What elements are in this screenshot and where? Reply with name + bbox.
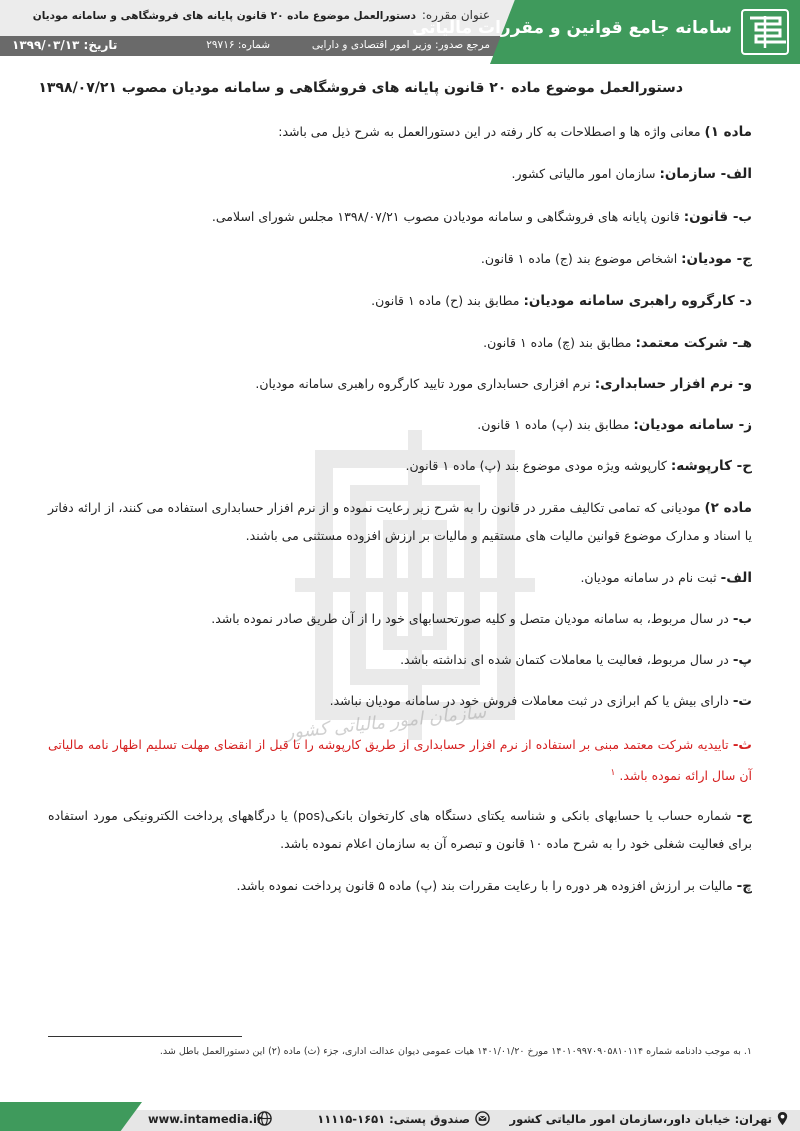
clause-item: ج- شماره حساب یا حسابهای بانکی و شناسه یکتای دستگاه های کارتخوان بانکی(pos) یا درگاههای پرداخت الکترونیکی مورد استفاده برای فعالیت شغلی خود را به شرح ماده ۱۰ قانون و تبصره آن به سازمان اعلام نموده باشد. [48, 808, 753, 851]
regulation-title-label: عنوان مقرره: [421, 8, 490, 22]
footer-brand-band [0, 1102, 142, 1131]
article-2-text: مودیانی که تمامی تکالیف مقرر در قانون را به شرح زیر رعایت نموده و از نرم افزار حسابداری استفاده می کنند، از ارائه دفاتر یا اسناد و مدارک موضوع قوانین مالیات های مستقیم و مالیات بر ارزش افزوده مستثنی می باشند. [48, 500, 752, 543]
article-1 [278, 122, 752, 142]
issuer-text: مرجع صدور: وزیر امور اقتصادی و دارایی [311, 39, 490, 51]
clause-item-annulled: ث- تاییدیه شرکت معتمد مبنی بر استفاده از نرم افزار حسابداری از طریق کارپوشه را تا قبل از انقضای مهلت تسلیم اظهار نامه مالیاتی آن سال ارائه نموده باشد. $^۱$ [48, 737, 752, 784]
definition-item: ج- مودیان: اشخاص موضوع بند (ج) ماده ۱ قانون. [480, 251, 752, 267]
system-title: سامانه جامع قوانین و مقررات مالیاتی [411, 18, 732, 38]
footer-website-link[interactable]: www.intamedia.ir [148, 1112, 263, 1126]
clause-item: ب- در سال مربوط، به سامانه مودیان متصل و کلیه صورتحسابهای خود را از آن طریق صادر نموده باشد. [211, 611, 752, 627]
definition-item: هـ- شرکت معتمد: مطابق بند (چ) ماده ۱ قانون. [483, 335, 752, 351]
tax-organization-logo-icon [740, 8, 790, 56]
page-header [0, 0, 800, 64]
footnote-text: ۱. به موجب دادنامه شماره ۱۴۰۱۰۹۹۷۰۹۰۵۸۱۰۱۱۴ مورخ ۱۴۰۱/۰۱/۲۰ هیات عمومی دیوان عدالت اداری، جزء (ث) ماده (۲) این دستورالعمل باطل شد. [159, 1046, 752, 1057]
definition-item: ح- کارپوشه: کارپوشه ویژه مودی موضوع بند (پ) ماده ۱ قانون. [405, 458, 752, 474]
page-footer [0, 1102, 800, 1131]
definition-item: ب- قانون: قانون پایانه های فروشگاهی و سامانه مودیادن مصوب ۱۳۹۸/۰۷/۲۱ مجلس شورای اسلامی. [211, 209, 752, 225]
clause-item: چ- مالیات بر ارزش افزوده هر دوره را با رعایت مقررات بند (پ) ماده ۵ قانون پرداخت نموده باشد. [236, 878, 752, 894]
clause-item: پ- در سال مربوط، فعالیت یا معاملات کتمان شده ای نداشته باشد. [400, 652, 752, 668]
regulation-date: تاریخ: ۱۳۹۹/۰۳/۱۳ [12, 38, 118, 52]
article-1-text: معانی واژه ها و اصطلاحات به کار رفته در این دستورالعمل به شرح ذیل می باشد: [278, 124, 701, 139]
footnote-marker[interactable]: ۱ [610, 768, 616, 778]
article-1-heading: ماده ۱) [704, 124, 752, 140]
article-2-heading: ماده ۲) [704, 500, 752, 516]
article-2 [48, 494, 752, 550]
document-title: دستورالعمل موضوع ماده ۲۰ قانون پایانه های فروشگاهی و سامانه مودیان مصوب ۱۳۹۸/۰۷/۲۱ [38, 80, 683, 96]
definition-item: د- کارگروه راهبری سامانه مودیان: مطابق بند (ح) ماده ۱ قانون. [371, 293, 752, 309]
regulation-title: دستورالعمل موضوع ماده ۲۰ قانون پایانه های فروشگاهی و سامانه مودیان [32, 10, 416, 22]
regulation-number: شماره: ۲۹۷۱۶ [206, 39, 270, 51]
footnote-divider [48, 1036, 242, 1037]
definition-item: و- نرم افزار حسابداری: نرم افزاری حسابداری مورد تایید کارگروه راهبری سامانه مودیان. [255, 376, 752, 392]
definition-item: الف- سازمان: سازمان امور مالیاتی کشور. [511, 166, 752, 182]
clause-item: ت- دارای بیش یا کم ابرازی در ثبت معاملات فروش خود در سامانه مودیان نباشد. [329, 693, 752, 709]
footer-po-box: صندوق پستی: ۱۶۵۱-۱۱۱۱۵ [317, 1112, 470, 1126]
definition-item: ز- سامانه مودیان: مطابق بند (پ) ماده ۱ قانون. [477, 417, 752, 433]
mailbox-icon [475, 1111, 490, 1126]
clause-item: الف- ثبت نام در سامانه مودیان. [580, 570, 752, 586]
watermark-text: سازمان امور مالیاتی کشور [284, 701, 488, 744]
footer-address: تهران: خیابان داور،سازمان امور مالیاتی کشور [509, 1112, 772, 1126]
location-pin-icon [775, 1111, 790, 1126]
